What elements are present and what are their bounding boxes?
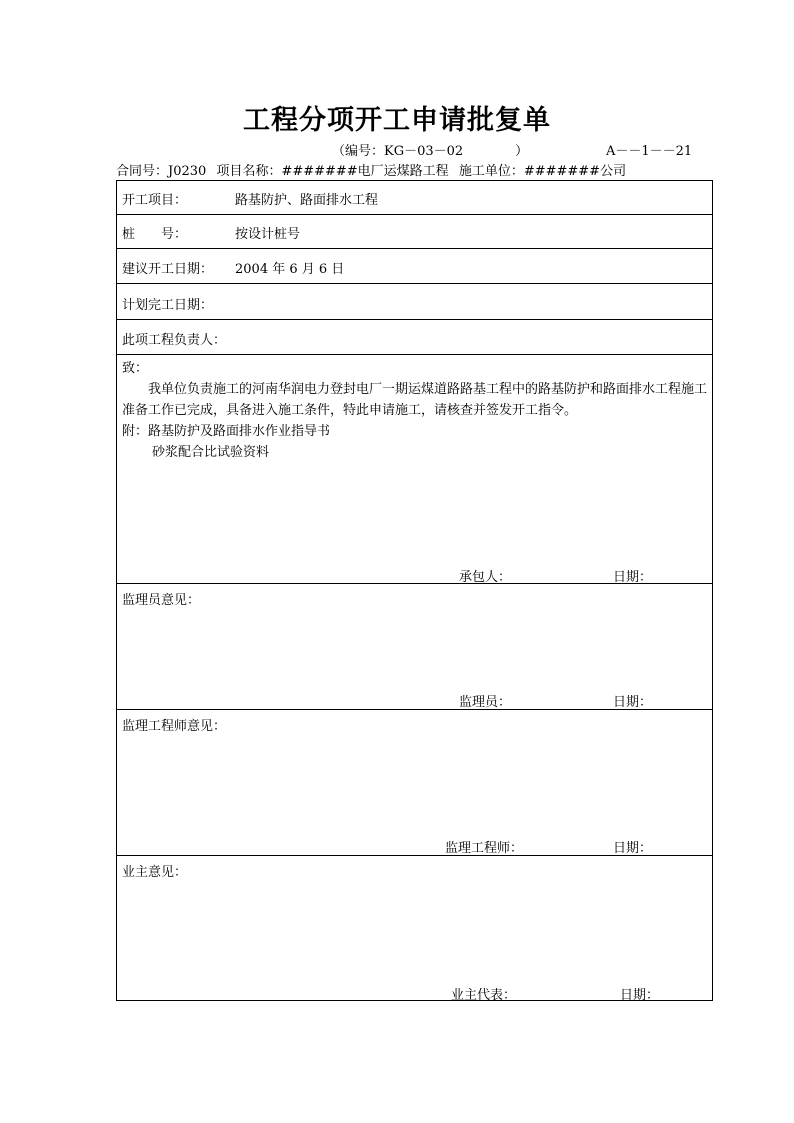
supervisor-date-label: 日期：: [613, 695, 653, 710]
application-body: [122, 358, 707, 463]
planned-finish-label: 计划完工日期：: [122, 298, 214, 313]
contractor-label: 承包人：: [459, 570, 512, 585]
row-engineer: [117, 710, 712, 856]
approval-form: [116, 180, 713, 1001]
contract-number: 合同号：J0230: [116, 164, 207, 179]
row-stake: [117, 215, 712, 249]
page-title: 工程分项开工申请批复单: [243, 105, 551, 136]
to-label: 致：: [122, 361, 149, 376]
proposed-start-label: 建议开工日期：: [122, 262, 214, 277]
start-item-label: 开工项目：: [122, 193, 188, 208]
attachment-1: 附：路基防护及路面排水作业指导书: [122, 424, 331, 439]
stake-label: 桩 号：: [122, 227, 188, 242]
row-planned-finish: [117, 284, 712, 320]
project-name: 项目名称：#######电厂运煤路工程: [216, 164, 449, 179]
owner-date-label: 日期：: [620, 988, 660, 1003]
document-code: （编号：KG－03－02 ）: [332, 144, 529, 159]
responsible-label: 此项工程负责人：: [122, 333, 227, 348]
owner-sign-label: 业主代表：: [451, 988, 517, 1003]
row-start-item: [117, 181, 712, 215]
stake-value: 按设计桩号: [235, 227, 301, 242]
row-responsible: [117, 320, 712, 355]
engineer-opinion-label: 监理工程师意见：: [122, 719, 227, 734]
construction-unit: 施工单位：#######公司: [458, 164, 627, 179]
supervisor-sign-label: 监理员：: [459, 695, 512, 710]
owner-opinion-label: 业主意见：: [122, 865, 188, 880]
contractor-date-label: 日期：: [613, 570, 653, 585]
application-paragraph: 我单位负责施工的河南华润电力登封电厂一期运煤道路路基工程中的路基防护和路面排水工程施工准备工作已完成，具备进入施工条件，特此申请施工，请核查并签发开工指令。: [122, 382, 708, 418]
row-owner: [117, 856, 712, 1003]
row-application: [117, 355, 712, 584]
proposed-start-value: 2004 年 6 月 6 日: [235, 262, 345, 277]
engineer-date-label: 日期：: [613, 841, 653, 856]
engineer-sign-label: 监理工程师：: [445, 841, 524, 856]
row-proposed-start: [117, 249, 712, 284]
supervisor-opinion-label: 监理员意见：: [122, 593, 201, 608]
attachment-2: 砂浆配合比试验资料: [152, 445, 270, 460]
form-number: A－－1－－21: [606, 144, 693, 159]
row-supervisor: [117, 584, 712, 710]
start-item-value: 路基防护、路面排水工程: [235, 193, 379, 208]
meta-line: [116, 160, 632, 179]
